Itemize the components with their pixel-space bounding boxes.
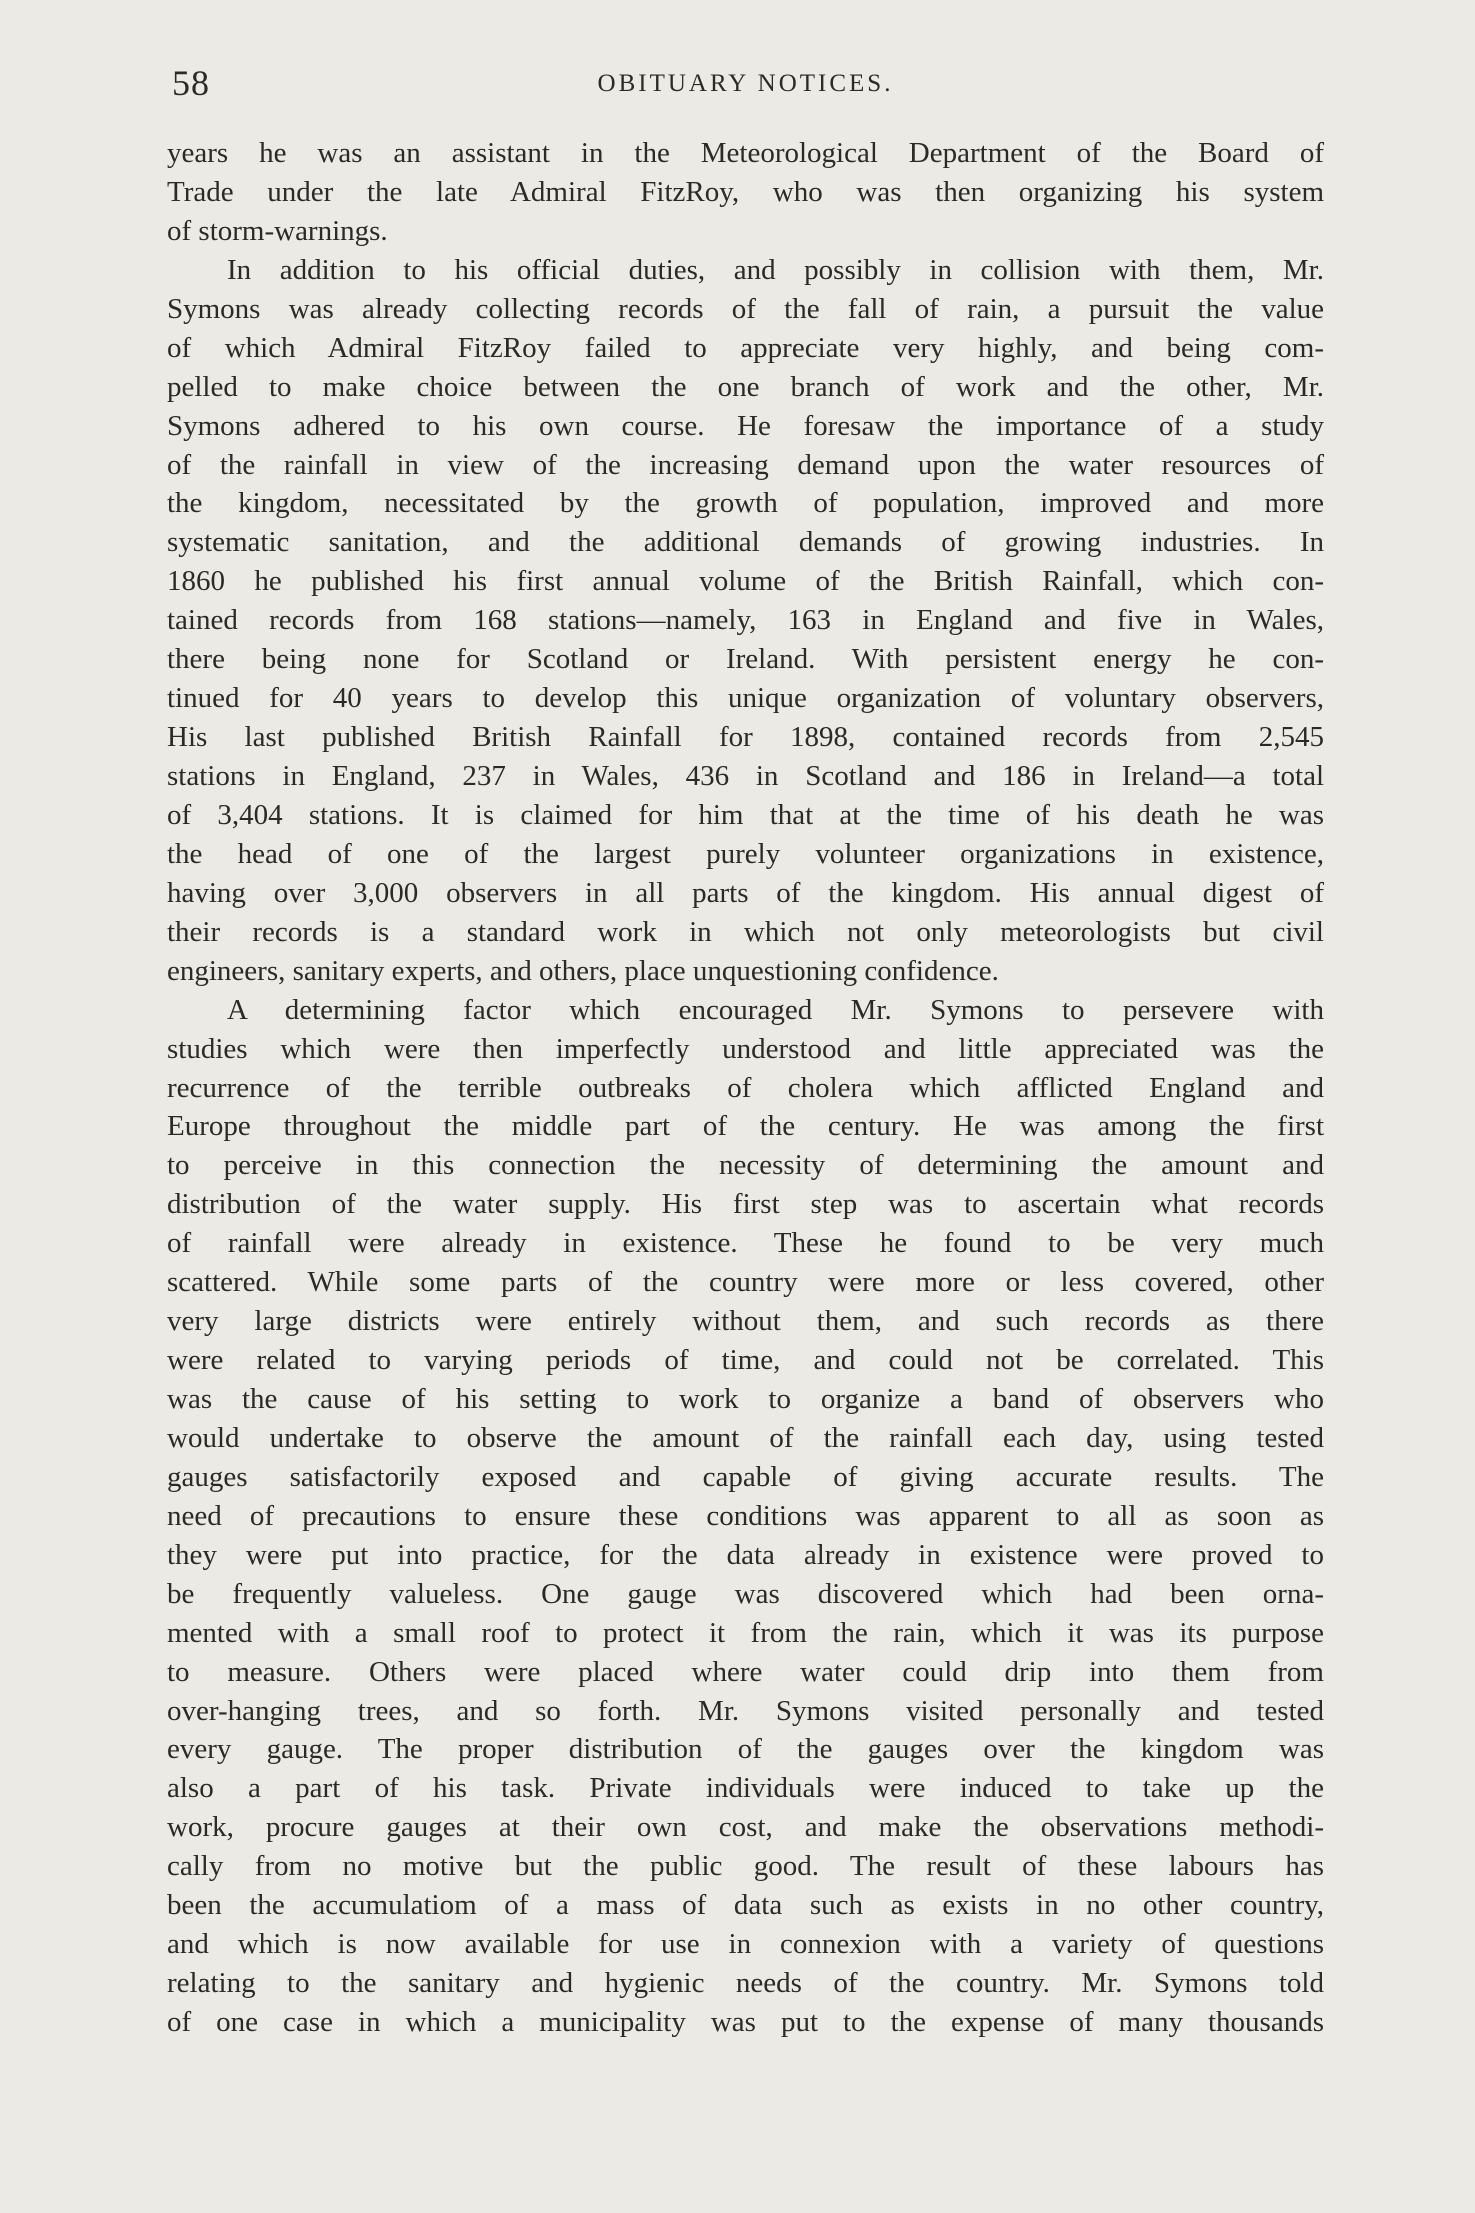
text-line: relating to the sanitary and hygienic needs of the country. Mr. Symons told bbox=[167, 1967, 1324, 2000]
page-number: 58 bbox=[172, 63, 210, 103]
text-line: very large districts were entirely without them, and such records as there bbox=[167, 1305, 1324, 1338]
text-line: and which is now available for use in connexion with a variety of questions bbox=[167, 1928, 1324, 1961]
text-line: systematic sanitation, and the additional demands of growing industries. In bbox=[167, 526, 1324, 559]
text-line: of rainfall were already in existence. These he found to be very much bbox=[167, 1227, 1324, 1260]
text-line: been the accumulatiom of a mass of data such as exists in no other country, bbox=[167, 1889, 1324, 1922]
text-line: the head of one of the largest purely volunteer organizations in existence, bbox=[167, 837, 1324, 870]
text-line: Symons was already collecting records of the fall of rain, a pursuit the value bbox=[167, 292, 1324, 325]
text-line: work, procure gauges at their own cost, and make the observations methodi- bbox=[167, 1811, 1324, 1844]
text-line: having over 3,000 observers in all parts of the kingdom. His annual digest of bbox=[167, 876, 1324, 909]
text-line: A determining factor which encouraged Mr. Symons to persevere with bbox=[227, 993, 1324, 1026]
text-line: Europe throughout the middle part of the century. He was among the first bbox=[167, 1110, 1324, 1143]
text-line: studies which were then imperfectly understood and little appreciated was the bbox=[167, 1032, 1324, 1065]
text-line: scattered. While some parts of the country were more or less covered, other bbox=[167, 1266, 1324, 1299]
text-line: of the rainfall in view of the increasing demand upon the water resources of bbox=[167, 448, 1324, 481]
text-line: His last published British Rainfall for 1898, contained records from 2,545 bbox=[167, 721, 1324, 754]
text-line: cally from no motive but the public good. The result of these labours has bbox=[167, 1850, 1324, 1883]
text-line: distribution of the water supply. His first step was to ascertain what records bbox=[167, 1188, 1324, 1221]
text-line: every gauge. The proper distribution of the gauges over the kingdom was bbox=[167, 1733, 1324, 1766]
text-line: of which Admiral FitzRoy failed to appreciate very highly, and being com- bbox=[167, 331, 1324, 364]
text-line: would undertake to observe the amount of the rainfall each day, using tested bbox=[167, 1421, 1324, 1454]
text-line: engineers, sanitary experts, and others, place unquestioning confidence. bbox=[167, 954, 999, 987]
text-line: of storm-warnings. bbox=[167, 214, 388, 247]
text-line: gauges satisfactorily exposed and capable of giving accurate results. The bbox=[167, 1460, 1324, 1493]
text-line: pelled to make choice between the one branch of work and the other, Mr. bbox=[167, 370, 1324, 403]
text-line: years he was an assistant in the Meteorological Department of the Board of bbox=[167, 137, 1324, 169]
text-line: to perceive in this connection the necessity of determining the amount and bbox=[167, 1149, 1324, 1182]
text-line: they were put into practice, for the data already in existence were proved to bbox=[167, 1538, 1324, 1571]
text-line: also a part of his task. Private individuals were induced to take up the bbox=[167, 1772, 1324, 1805]
text-line: over-hanging trees, and so forth. Mr. Symons visited personally and tested bbox=[167, 1694, 1324, 1727]
text-line: need of precautions to ensure these conditions was apparent to all as soon as bbox=[167, 1499, 1324, 1532]
text-line: mented with a small roof to protect it from the rain, which it was its purpose bbox=[167, 1616, 1324, 1649]
text-line: In addition to his official duties, and possibly in collision with them, Mr. bbox=[227, 253, 1324, 286]
text-line: be frequently valueless. One gauge was discovered which had been orna- bbox=[167, 1577, 1324, 1610]
text-line: stations in England, 237 in Wales, 436 in Scotland and 186 in Ireland—a total bbox=[167, 760, 1324, 792]
text-line: Trade under the late Admiral FitzRoy, who was then organizing his system bbox=[167, 175, 1324, 208]
text-line: there being none for Scotland or Ireland. With persistent energy he con- bbox=[167, 643, 1324, 676]
text-line: Symons adhered to his own course. He foresaw the importance of a study bbox=[167, 409, 1324, 442]
running-title: OBITUARY NOTICES. bbox=[597, 70, 894, 97]
text-line: to measure. Others were placed where water could drip into them from bbox=[167, 1655, 1324, 1688]
text-line: were related to varying periods of time, and could not be correlated. This bbox=[167, 1344, 1324, 1377]
body-text bbox=[167, 134, 1324, 2042]
text-line: their records is a standard work in which not only meteorologists but civil bbox=[167, 915, 1324, 948]
text-line: 1860 he published his first annual volume of the British Rainfall, which con- bbox=[167, 565, 1324, 598]
text-line: recurrence of the terrible outbreaks of cholera which afflicted England and bbox=[167, 1071, 1324, 1104]
text-line: of 3,404 stations. It is claimed for him that at the time of his death he was bbox=[167, 798, 1324, 831]
page-header bbox=[167, 62, 1324, 112]
text-line: tained records from 168 stations—namely, 163 in England and five in Wales, bbox=[167, 604, 1324, 637]
text-line: tinued for 40 years to develop this unique organization of voluntary observers, bbox=[167, 682, 1324, 715]
text-line: was the cause of his setting to work to organize a band of observers who bbox=[167, 1383, 1324, 1415]
text-line: the kingdom, necessitated by the growth of population, improved and more bbox=[167, 487, 1324, 520]
text-line: of one case in which a municipality was put to the expense of many thousands bbox=[167, 2006, 1324, 2038]
